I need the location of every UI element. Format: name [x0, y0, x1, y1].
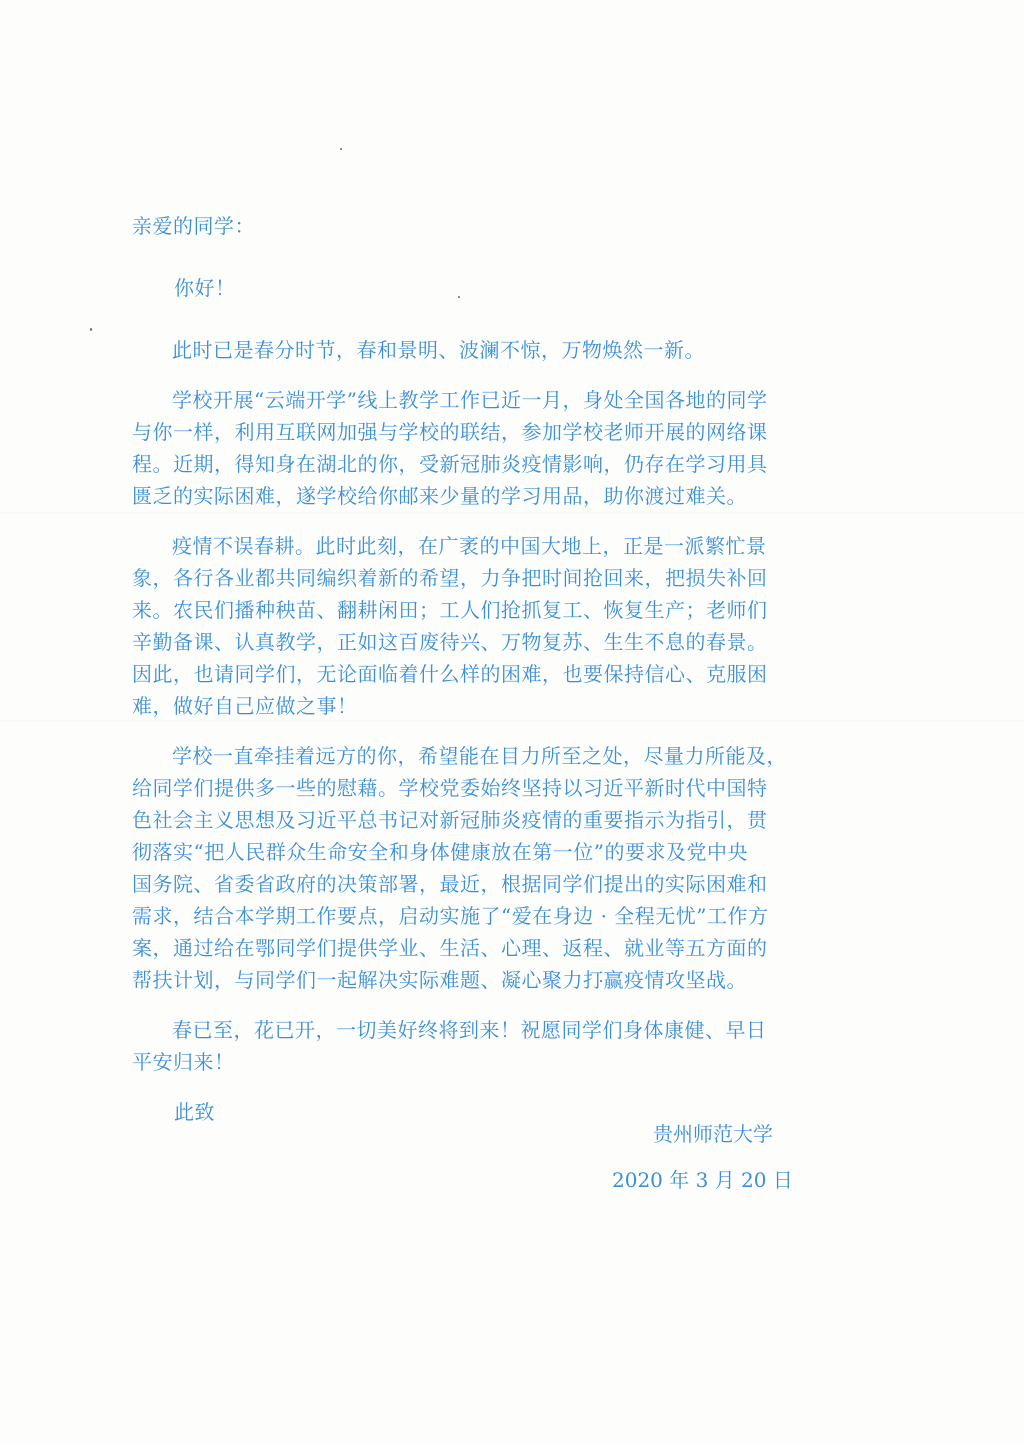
paragraph-line: 来。农民们播种秧苗、翻耕闲田；工人们抢抓复工、恢复生产；老师们 [132, 598, 768, 622]
signature-organization: 贵州师范大学 [653, 1122, 773, 1146]
paper-speck [340, 148, 342, 150]
paragraph-line: 疫情不误春耕。此时此刻，在广袤的中国大地上，正是一派繁忙景 [172, 534, 767, 558]
paragraph-line: 给同学们提供多一些的慰藉。学校党委始终坚持以习近平新时代中国特 [132, 776, 768, 800]
paragraph-line: 学校开展“云端开学”线上教学工作已近一月，身处全国各地的同学 [172, 388, 768, 412]
paragraph-4 [132, 740, 864, 996]
paragraph-line: 此时已是春分时节，春和景明、波澜不惊，万物焕然一新。 [172, 338, 705, 362]
closing-line: 此致 [174, 1100, 215, 1124]
paragraph-line: 平安归来！ [132, 1050, 235, 1074]
paragraph-5 [132, 1014, 864, 1078]
paragraph-line: 春已至，花已开，一切美好终将到来！祝愿同学们身体康健、早日 [172, 1018, 767, 1042]
paper-speck [90, 328, 92, 331]
paragraph-line: 案，通过给在鄂同学们提供学业、生活、心理、返程、就业等五方面的 [132, 936, 768, 960]
paragraph-2 [132, 384, 864, 512]
paragraph-line: 程。近期，得知身在湖北的你，受新冠肺炎疫情影响，仍存在学习用具 [132, 452, 768, 476]
paragraph-line: 国务院、省委省政府的决策部署，最近，根据同学们提出的实际困难和 [132, 872, 768, 896]
paragraph-line: 帮扶计划，与同学们一起解决实际难题、凝心聚力打赢疫情攻坚战。 [132, 968, 747, 992]
paragraph-line: 难，做好自己应做之事！ [132, 694, 358, 718]
signature-block [612, 1118, 802, 1196]
paragraph-line: 学校一直牵挂着远方的你，希望能在目力所至之处，尽量力所能及， [172, 744, 787, 768]
paragraph-line: 色社会主义思想及习近平总书记对新冠肺炎疫情的重要指示为指引，贯 [132, 808, 768, 832]
paragraph-line: 象，各行各业都共同编织着新的希望，力争把时间抢回来，把损失补回 [132, 566, 768, 590]
salutation: 亲爱的同学： [132, 214, 255, 238]
hello-line: 你好！ [174, 276, 236, 300]
paragraph-line: 彻落实“把人民群众生命安全和身体健康放在第一位”的要求及党中央 [132, 840, 748, 864]
paragraph-3 [132, 530, 864, 722]
paragraph-line: 与你一样，利用互联网加强与学校的联结，参加学校老师开展的网络课 [132, 420, 768, 444]
paragraph-1 [132, 334, 864, 366]
paragraph-line: 匮乏的实际困难，遂学校给你邮来少量的学习用品，助你渡过难关。 [132, 484, 747, 508]
signature-date: 2020 年 3 月 20 日 [612, 1168, 793, 1192]
paragraph-line: 辛勤备课、认真教学，正如这百废待兴、万物复苏、生生不息的春景。 [132, 630, 768, 654]
letter-body [132, 210, 864, 1128]
paragraph-line: 因此，也请同学们，无论面临着什么样的困难，也要保持信心、克服困 [132, 662, 768, 686]
paragraph-line: 需求，结合本学期工作要点，启动实施了“爱在身边 · 全程无忧”工作方 [132, 904, 769, 928]
